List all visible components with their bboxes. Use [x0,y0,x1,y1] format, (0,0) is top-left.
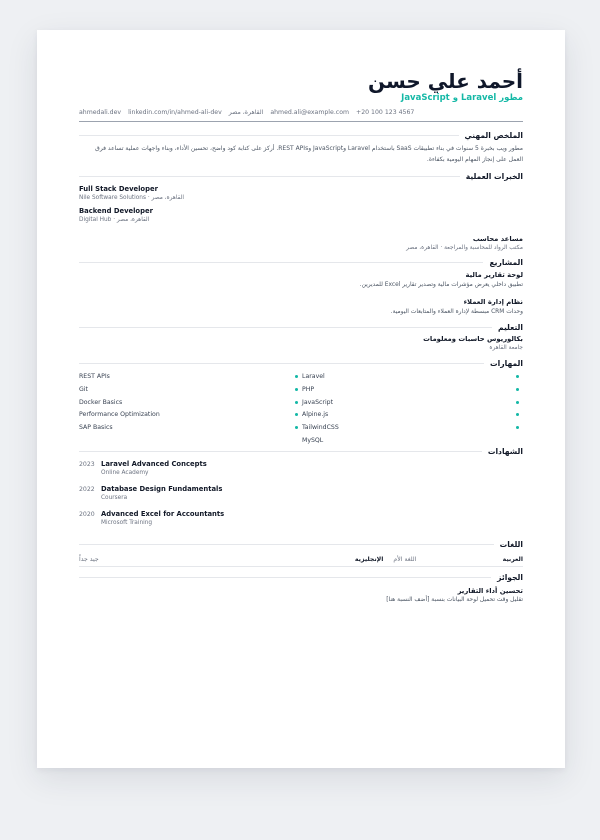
skill-item: Git [79,385,88,393]
header-divider [79,121,523,122]
section-title: المشاريع [489,258,523,267]
skill-label: MySQL [302,436,324,444]
education-degree: بكالوريوس حاسبات ومعلومات [423,335,523,343]
website-link[interactable]: ahmedali.dev [79,109,122,116]
skill-item [295,411,395,419]
skill-item: Performance Optimization [79,411,160,419]
certificates-section-header [79,447,523,456]
section-title: المهارات [489,359,523,368]
languages-table [79,553,523,567]
skill-item: SAP Basics [79,424,113,431]
project-item [79,298,523,315]
section-divider [79,544,494,545]
language-level: جيد جداً [79,556,99,563]
experience-role: Backend Developer [79,207,153,215]
summary-text: مطور ويب بخبرة 5 سنوات في بناء تطبيقات SaaS باستخدام Laravel وJavaScript وREST APIs. أركز على كتابة كود واضح، تحسين الأداء، وبناء واجهات عملية تساعد فرق العمل على إنجاز المهام اليومية بكفاءة. [95,145,523,163]
skill-item: Docker Basics [79,398,123,406]
skills-grid [79,373,523,445]
experience-meta: Nile Software Solutions · القاهرة، مصر [79,195,184,201]
section-divider [79,451,482,452]
award-item [79,587,523,603]
section-title: الشهادات [487,447,523,456]
skill-label: PHP [302,385,315,393]
awards-section-header [79,573,523,582]
section-divider [79,262,483,263]
section-title: التعليم [498,323,523,332]
section-title: الخبرات العملية [465,172,523,181]
certificate-title: Advanced Excel for Accountants [101,510,225,518]
experience-role: Full Stack Developer [79,185,158,193]
section-divider [79,327,492,328]
experience-role: مساعد محاسب [472,235,523,243]
projects-section-header [79,258,523,267]
skill-label: Laravel [302,373,325,381]
language-name: الإنجليزية [354,556,384,563]
project-name: لوحة تقارير مالية [465,271,523,279]
email-link[interactable]: ahmed.ali@example.com [270,109,350,116]
linkedin-link[interactable]: linkedin.com/in/ahmed-ali-dev [128,109,222,116]
bullet-dot-icon [516,413,519,416]
contact-row [79,109,523,116]
location-text: القاهرة، مصر [228,109,264,116]
section-divider [79,577,491,578]
experience-meta: Digital Hub · القاهرة، مصر [79,217,150,223]
skills-right-bullets [516,373,523,431]
languages-section-header [79,540,523,549]
section-divider [79,176,460,177]
certificate-org: Coursera [101,495,128,501]
skill-label: Alpine.js [302,411,329,419]
phone-text: +20 100 123 4567 [356,109,415,116]
experience-section-header [79,172,523,181]
project-item [79,271,523,288]
skill-item [295,436,395,444]
experience-item [79,207,523,223]
job-title: مطور Laravel و JavaScript [401,93,523,103]
resume-sheet [37,30,565,768]
experience-meta: مكتب الرواد للمحاسبة والمراجعة · القاهرة، مصر [406,245,523,251]
certificate-item [79,485,523,501]
skill-item [295,398,395,406]
bullet-dot-icon [516,401,519,404]
skill-item [295,373,395,381]
education-school: جامعة القاهرة [489,345,523,351]
certificate-year: 2022 [79,486,95,493]
section-title: الملخص المهني [464,131,523,140]
candidate-name: أحمد علي حسن [368,69,523,93]
certificate-year: 2023 [79,461,95,468]
skill-label: JavaScript [302,398,334,406]
skill-item [295,424,395,432]
bullet-dot-icon [516,426,519,429]
skill-item [295,386,395,394]
skill-label: TailwindCSS [302,424,339,431]
project-description: تطبيق داخلي يعرض مؤشرات مالية وتصدير تقارير Excel للمديرين. [359,282,523,288]
bullet-dot-icon [516,388,519,391]
education-item [79,335,523,351]
certificate-org: Microsoft Training [101,520,153,526]
header [79,70,523,122]
education-section-header [79,323,523,332]
skills-column-left [79,373,289,431]
section-title: اللغات [499,540,523,549]
bullet-dot-icon [516,375,519,378]
project-description: وحدات CRM مبسطة لإدارة العملاء والمتابعات اليومية. [390,309,523,315]
experience-item [79,185,523,201]
skill-item: REST APIs [79,373,110,381]
award-description: تقليل وقت تحميل لوحة البيانات بنسبة [أضف النسبة هنا] [386,597,523,603]
certificate-item [79,460,523,476]
language-name: العربية [502,556,523,563]
certificate-title: Database Design Fundamentals [101,485,223,493]
section-divider [79,135,459,136]
award-title: تحسين أداء التقارير [457,587,523,595]
bullet-dot-icon [295,375,298,378]
certificate-title: Laravel Advanced Concepts [101,460,207,468]
bullet-dot-icon [295,388,298,391]
skills-section-header [79,359,523,368]
section-divider [79,363,484,364]
experience-item [79,235,523,251]
language-level: اللغة الأم [393,556,417,563]
bullet-dot-icon [295,413,298,416]
project-name: نظام إدارة العملاء [463,298,523,306]
certificate-org: Online Academy [101,470,149,476]
bullet-dot-icon [295,401,298,404]
section-title: الجوائز [497,573,523,582]
bullet-dot-icon [295,426,298,429]
certificate-year: 2020 [79,511,95,518]
skills-column-middle [295,373,395,444]
summary-section-header [79,131,523,140]
certificate-item [79,510,523,526]
language-row [79,553,523,567]
